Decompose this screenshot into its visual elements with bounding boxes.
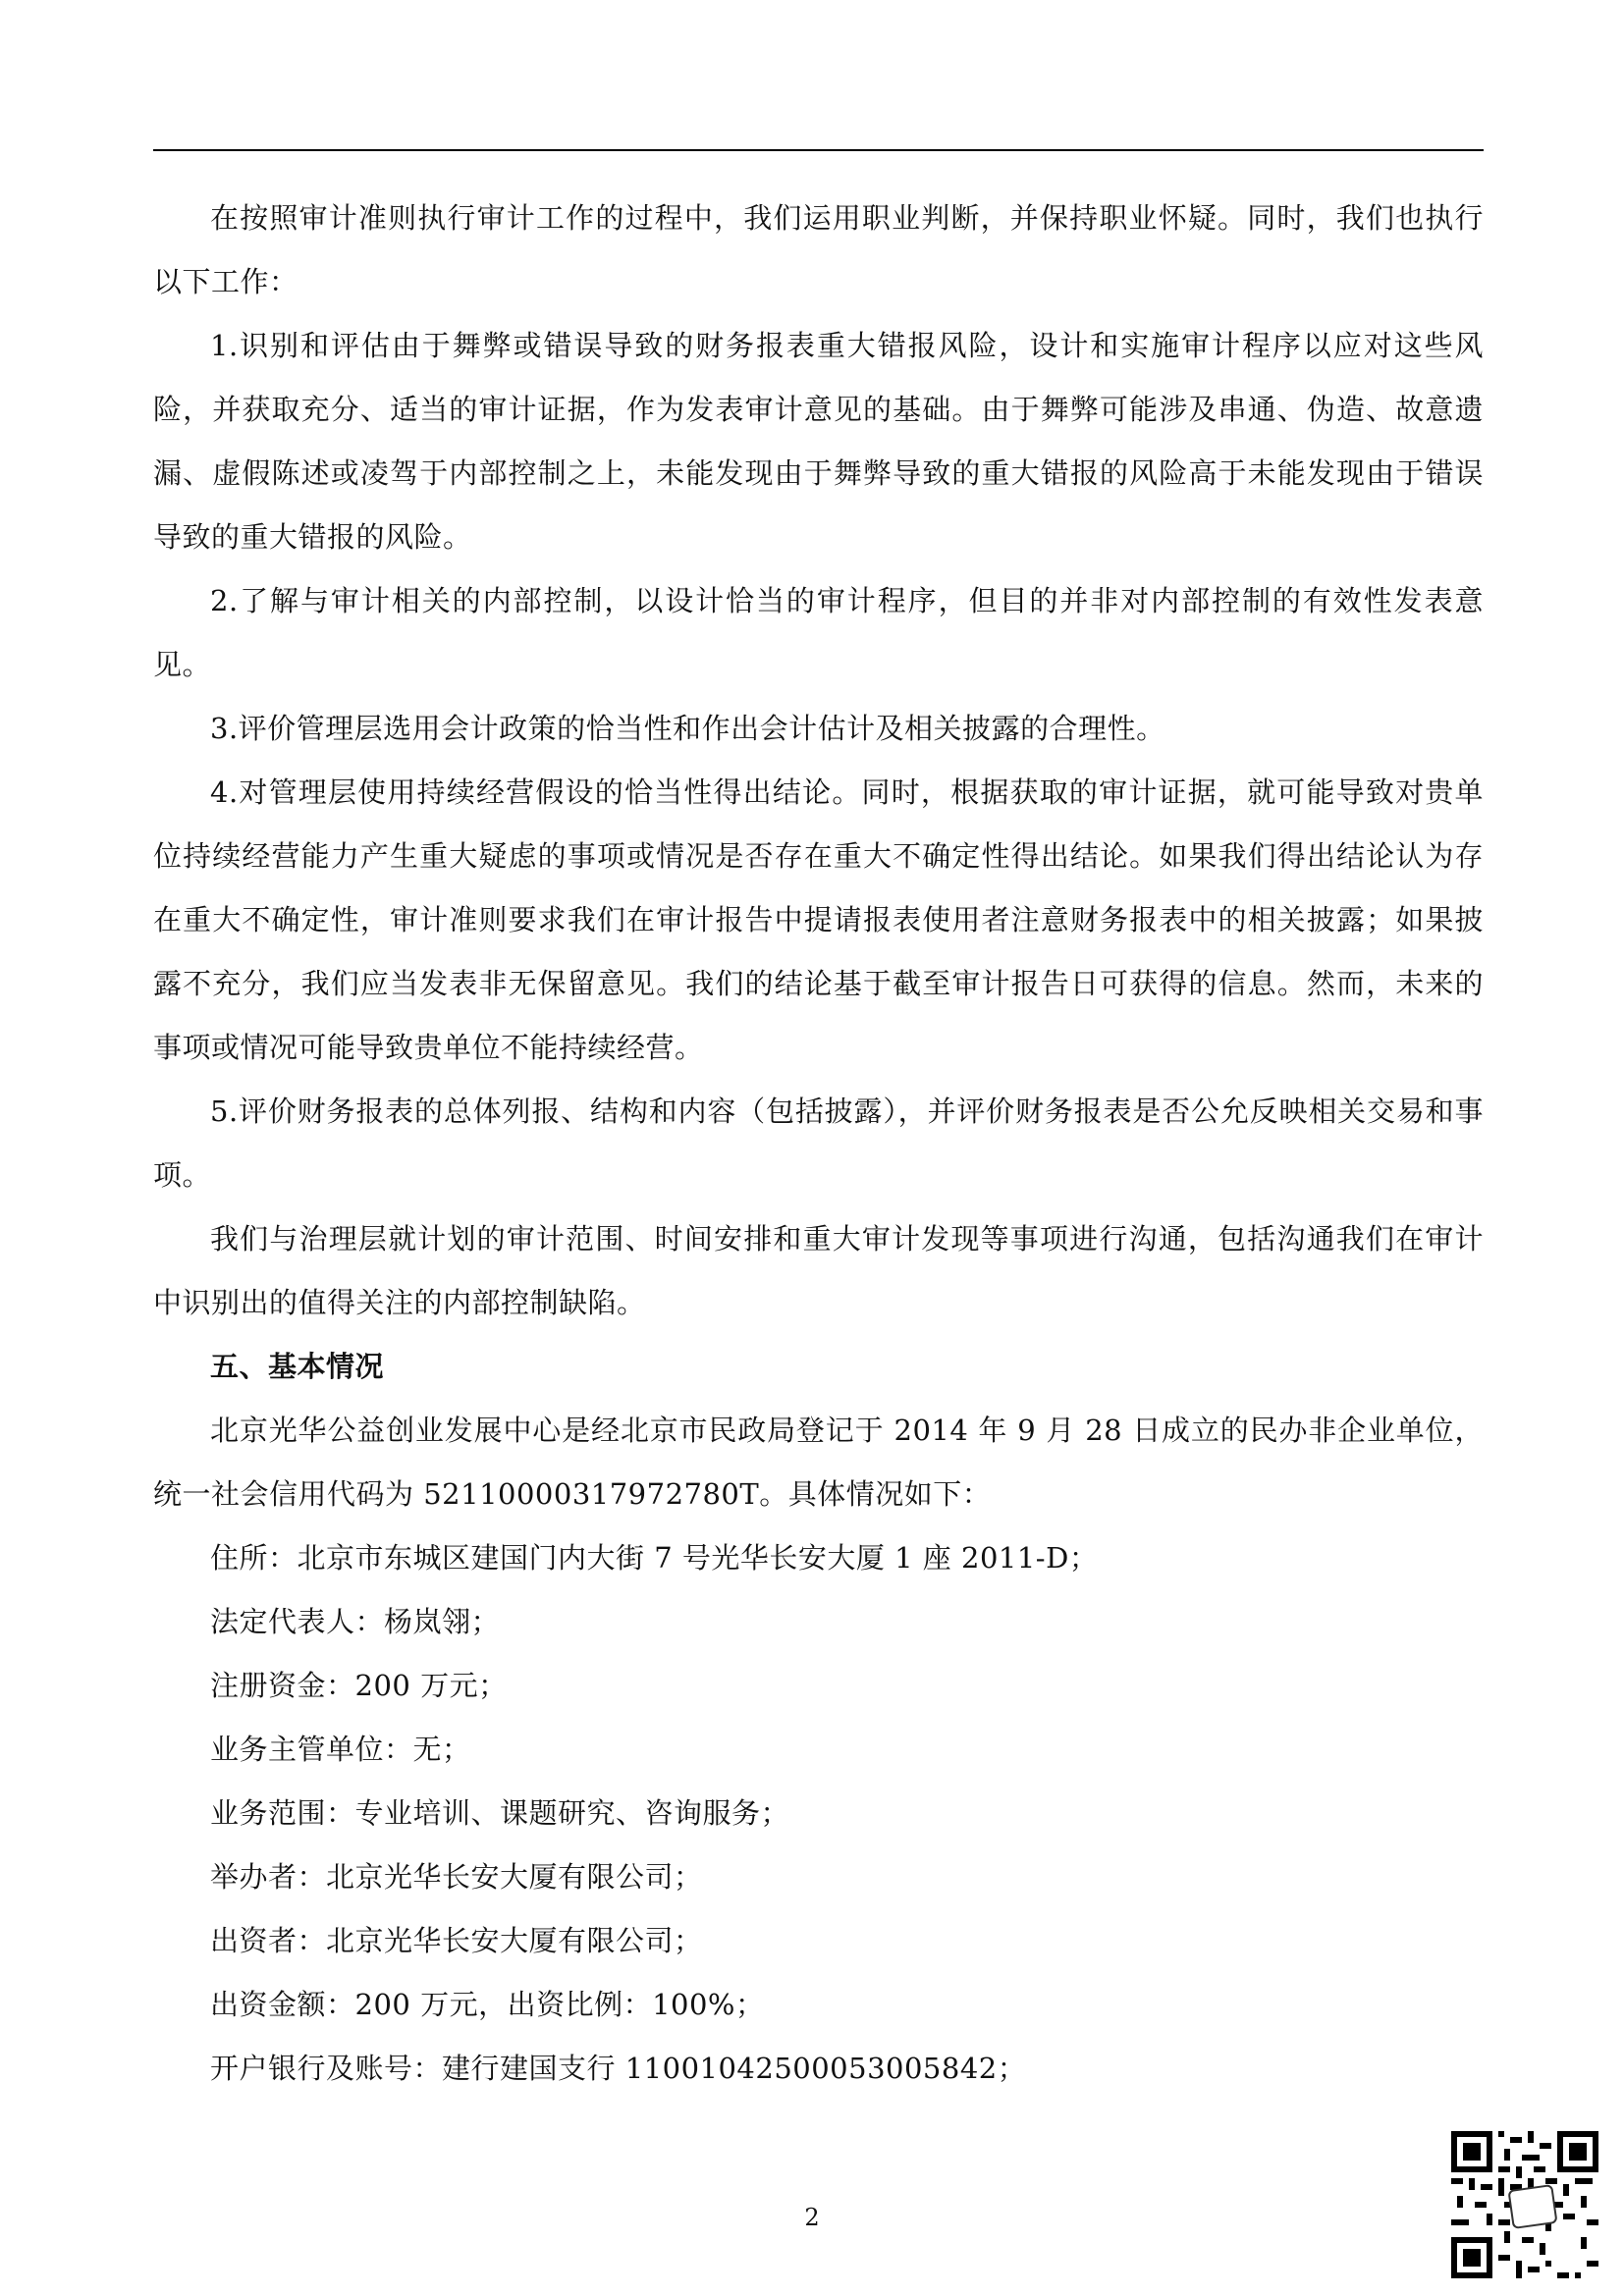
basic-info-supervisor: 业务主管单位：无； [210,1733,471,1766]
basic-info-legal-rep: 法定代表人：杨岚翎； [210,1605,501,1638]
paragraph-item-4: 4.对管理层使用持续经营假设的恰当性得出结论。同时，根据获取的审计证据，就可能导致对贵单位持续经营能力产生重大疑虑的事项或情况是否存在重大不确定性得出结论。如果我们得出结论认为存在重大不确定性，审计准则要求我们在审计报告中提请报表使用者注意财务报表中的相关披露；如果披露不充分，我们应当发表非无保留意见。我们的结论基于截至审计报告日可获得的信息。然而，未来的事项或情况可能导致贵单位不能持续经营。 [153,775,1484,1064]
header-rule [153,149,1484,151]
basic-info-investment: 出资金额：200 万元，出资比例：100%； [210,1988,765,2021]
basic-info-investor: 出资者：北京光华长安大厦有限公司； [210,1924,703,1957]
basic-info-registered-capital: 注册资金：200 万元； [210,1669,508,1702]
basic-info-business-scope: 业务范围：专业培训、课题研究、咨询服务； [210,1796,790,1830]
paragraph-item-2: 2.了解与审计相关的内部控制，以设计恰当的审计程序，但目的并非对内部控制的有效性发表意见。 [153,584,1484,681]
document-body [153,187,1484,2101]
page-number: 2 [804,2204,820,2231]
verification-stamp-icon [1507,2184,1557,2229]
basic-info-address: 住所：北京市东城区建国门内大街 7 号光华长安大厦 1 座 2011-D； [210,1541,1099,1575]
basic-info-sponsor: 举办者：北京光华长安大厦有限公司； [210,1860,703,1894]
basic-info-bank-account: 开户银行及账号：建行建国支行 11001042500053005842； [210,2052,1027,2085]
paragraph-communication: 我们与治理层就计划的审计范围、时间安排和重大审计发现等事项进行沟通，包括沟通我们在审计中识别出的值得关注的内部控制缺陷。 [153,1222,1484,1319]
paragraph-item-5: 5.评价财务报表的总体列报、结构和内容（包括披露），并评价财务报表是否公允反映相关交易和事项。 [153,1095,1484,1192]
paragraph-intro: 在按照审计准则执行审计工作的过程中，我们运用职业判断，并保持职业怀疑。同时，我们也执行以下工作： [153,201,1484,298]
section-heading: 五、基本情况 [210,1350,385,1383]
paragraph-item-1: 1.识别和评估由于舞弊或错误导致的财务报表重大错报风险，设计和实施审计程序以应对这些风险，并获取充分、适当的审计证据，作为发表审计意见的基础。由于舞弊可能涉及串通、伪造、故意遗漏、虚假陈述或凌驾于内部控制之上，未能发现由于舞弊导致的重大错报的风险高于未能发现由于错误导致的重大错报的风险。 [153,329,1484,554]
paragraph-item-3: 3.评价管理层选用会计政策的恰当性和作出会计估计及相关披露的合理性。 [210,712,1165,745]
basic-info-intro: 北京光华公益创业发展中心是经北京市民政局登记于 2014 年 9 月 28 日成立的民办非企业单位，统一社会信用代码为 52110000317972780T。具体情况如下： [153,1414,1484,1511]
